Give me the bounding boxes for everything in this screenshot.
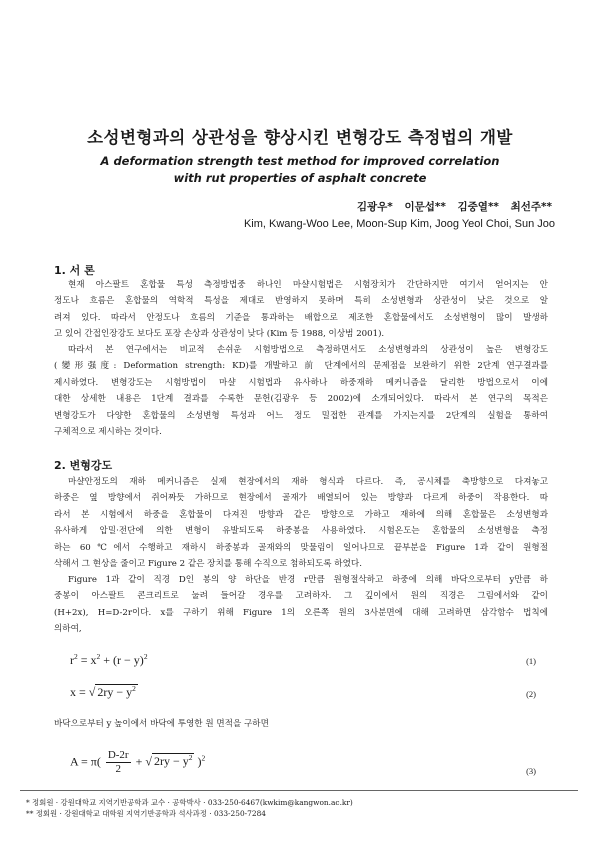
authors-korean: 김광우* 이문섭** 김중열** 최선주** — [356, 201, 552, 213]
text-line: 려져 있다. 따라서 안정도나 흐름의 기준을 통과하는 배합으로 제조한 혼합물에서도 소성변형이 많이 발생하 — [54, 312, 548, 323]
equation-2: x = √ $2ry - y^2$ — [70, 684, 136, 699]
text-line: 대한 상세한 내용은 1단계 결과를 수록한 문헌(김광우 등 2002)에 소개되어있다. 따라서 본 연구의 목적은 — [54, 394, 548, 405]
text-line: 현재 아스팔트 혼합물 특성 측정방법중 하나인 마샬시험법은 시험장치가 간단하지만 여기서 얻어지는 안 — [68, 280, 548, 290]
text-line: 하중은 옆 방향에서 쥐어짜듯 가하므로 현장에서 골재가 배열되어 있는 방향과 다르게 하중이 작용한다. 따 — [54, 493, 548, 504]
text-line: 정도나 흐름은 혼합물의 역학적 특성을 제대로 반영하지 못하며 특히 소성변형과 상관성이 낮은 것으로 알 — [54, 296, 548, 307]
section-heading-deformation-strength: 2. 변형강도 — [54, 459, 113, 472]
footnote-divider — [20, 790, 578, 791]
text-line: 고 있어 간접인장강도 보다도 포장 손상과 상관성이 낮다 (Kim 등 1988, 이상범 2001). — [54, 329, 385, 340]
intro-paragraph-1 — [54, 277, 548, 343]
text-line: (H+2x), H=D-2r이다. x를 구하기 위해 Figure 1의 오른쪽 원의 3사분면에 대해 고려하면 삼각함수 법칙에 — [54, 607, 548, 618]
text-line: 삭해서 그 현상을 줄이고 Figure 2 같은 장치를 통해 수직으로 첨하되도록 하였다. — [54, 558, 362, 569]
equation-1: $r^2 = x^2 + (r - y)^2$ — [70, 652, 148, 667]
equation-3-number: (3) — [526, 766, 536, 776]
equation-2-number: (2) — [526, 689, 536, 699]
title-english-line2: with rut properties of asphalt concrete — [173, 171, 427, 185]
text-line: 제시하였다. 변형강도는 시험방법이 마샬 시험법과 유사하나 하중재하 메커니즘을 달리한 방법으로서 이에 — [54, 377, 548, 388]
fraction-numerator: D-2r — [107, 749, 129, 761]
title-english-line1: A deformation strength test method for improved correlation — [100, 154, 500, 168]
text-line: 변형강도가 다양한 혼합물의 소성변형 특성과 어느 정도 밀접한 관계를 가지는지를 2단계의 실험을 통하여 — [54, 410, 548, 421]
text-line: 라서 본 시험에서 하중을 혼합물이 다져진 방향과 같은 방향으로 가하고 재하에 의해 혼합물은 소성변형과 — [54, 509, 548, 520]
intro-paragraph-2 — [54, 342, 548, 440]
text-line: (變形强度: Deformation strength: KD)를 개발하고 前 단계에서의 문제점을 보완하기 위한 2단계 연구결과를 — [54, 361, 548, 372]
equation-3: A = π( $\frac{D-2r}{2}$ + √ $2ry - y^2$ )$^2$ — [70, 749, 206, 775]
text-line: 중봉이 아스팔트 콘크리트로 눌려 들어갈 경우를 고려하자. 그 깊이에서 원의 직경은 그림에서와 같이 — [54, 591, 548, 602]
method-paragraph-2 — [54, 572, 548, 638]
method-paragraph-1 — [54, 474, 548, 572]
text-line: 바닥으로부터 y 높이에서 바닥에 투영한 원 면적을 구하면 — [54, 719, 269, 729]
text-line: 하는 60℃에서 수행하고 재하시 하중봉과 골재와의 맞물림이 일어나므로 끝부분을 Figure 1과 같이 원형절 — [54, 542, 548, 553]
between-equations-text — [54, 716, 548, 732]
equation-1-number: (1) — [526, 656, 536, 666]
text-line: Figure 1과 같이 직경 D인 봉의 양 하단을 반경 r만큼 원형절삭하고 하중에 의해 바닥으로부터 y만큼 하 — [68, 575, 548, 585]
authors-english: Kim, Kwang-Woo Lee, Moon-Sup Kim, Joog Yeol Choi, Sun Joo — [243, 218, 555, 230]
text-line: 따라서 본 연구에서는 비교적 손쉬운 시험방법으로 측정하면서도 소성변형과의 상관성이 높은 변형강도 — [68, 345, 548, 355]
title-korean: 소성변형과의 상관성을 향상시킨 변형강도 측정법의 개발 — [87, 128, 513, 147]
footnote-1: * 정회원 · 강원대학교 지역기반공학과 교수 · 공학박사 · 033-250-6467(kwkim@kangwon.ac.kr) — [26, 798, 353, 807]
text-line: 구체적으로 제시하는 것이다. — [54, 426, 162, 437]
text-line: 유사하게 압밀·전단에 의한 변형이 유발되도록 하중봉을 사용하였다. 시험온도는 혼합물의 소성변형을 측정 — [54, 526, 548, 537]
text-line: 마샬안정도의 재하 메커니즘은 실제 현장에서의 재하 형식과 다르다. 즉, 공시체를 축방향으로 다져놓고 — [68, 477, 548, 487]
footnote-2: ** 정회원 · 강원대학교 대학원 지역기반공학과 석사과정 · 033-250-7284 — [26, 809, 266, 818]
text-line: 의하여, — [54, 624, 82, 635]
section-heading-introduction: 1. 서 론 — [54, 264, 95, 277]
